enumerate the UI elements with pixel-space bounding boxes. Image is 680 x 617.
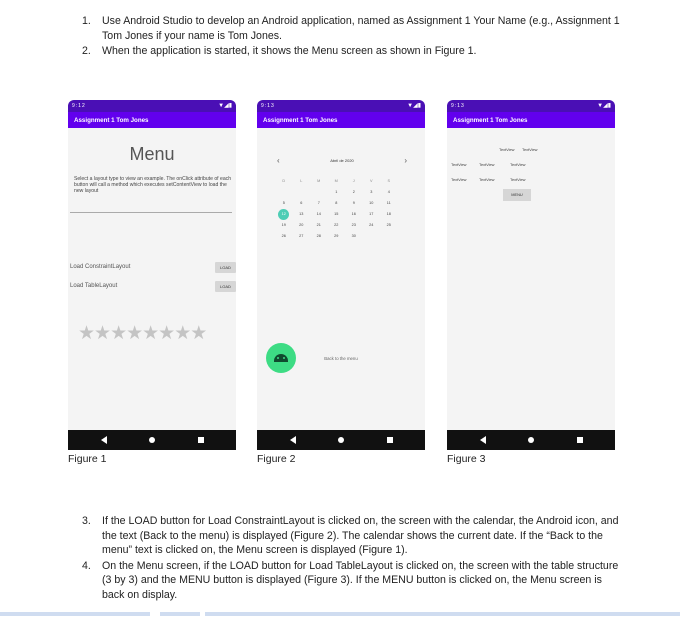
- load-constraintlayout-label: Load ConstraintLayout: [70, 264, 131, 270]
- calendar-day[interactable]: 5: [282, 201, 285, 205]
- phone-figure-1: [68, 100, 236, 450]
- navigation-bar: [68, 430, 236, 450]
- instruction-item: 2. When the application is started, it shows the Menu screen as shown in Figure 1.: [82, 45, 477, 57]
- calendar-day[interactable]: 13: [299, 212, 304, 216]
- table-cell: TextView: [479, 162, 495, 167]
- phone-screen: [257, 100, 425, 430]
- status-bar: [68, 100, 236, 112]
- calendar-day[interactable]: 20: [299, 223, 304, 227]
- instruction-item: 1. Use Android Studio to develop an Android application, named as Assignment 1 Your Name (e.g., Assignment 1 Tom Jones if your name is Tom Jones.: [82, 15, 620, 42]
- chevron-left-icon[interactable]: ‹: [277, 156, 280, 165]
- calendar-week-row: [275, 220, 398, 231]
- instruction-item: 4. On the Menu screen, if the LOAD button for Load TableLayout is clicked on, the screen with the table structure (3 by 3) and the MENU button is displayed (Figure 3). If the MENU button is clicked on, the Menu screen is back on display.: [82, 559, 619, 601]
- recent-apps-icon[interactable]: [577, 437, 583, 443]
- table-cell: TextView: [499, 147, 515, 152]
- navigation-bar: [447, 430, 615, 450]
- load-tablelayout-button[interactable]: LOAD: [215, 281, 236, 292]
- calendar-day[interactable]: 18: [386, 212, 391, 216]
- app-bar-title: Assignment 1 Tom Jones: [68, 112, 236, 128]
- calendar-weekday: J: [352, 179, 355, 183]
- menu-description: Select a layout type to view an example. The onClick attribute of each button will call a method which executes setContentView to load the new layout: [74, 176, 232, 195]
- calendar-weekday: V: [369, 179, 373, 183]
- figure-2-caption: Figure 2: [257, 453, 296, 465]
- menu-button[interactable]: MENU: [503, 189, 531, 201]
- calendar-day[interactable]: 26: [281, 234, 286, 238]
- phone-screen: [447, 100, 615, 430]
- home-icon[interactable]: [528, 437, 534, 443]
- back-icon[interactable]: [290, 436, 296, 444]
- calendar-weekday: D: [282, 179, 286, 183]
- calendar-day: [380, 231, 398, 242]
- home-icon[interactable]: [338, 437, 344, 443]
- calendar-day[interactable]: 21: [316, 223, 321, 227]
- table-cell: TextView: [510, 162, 526, 167]
- calendar-day: [310, 187, 328, 198]
- calendar-day[interactable]: 14: [316, 212, 321, 216]
- calendar-day[interactable]: 29: [334, 234, 339, 238]
- calendar-weekday: S: [387, 179, 391, 183]
- calendar-week-row: [275, 187, 398, 198]
- phone-screen: [68, 100, 236, 430]
- calendar-day: [363, 231, 381, 242]
- calendar-week-row: [275, 231, 398, 242]
- calendar-day[interactable]: 9: [352, 201, 355, 205]
- calendar-day[interactable]: 28: [316, 234, 321, 238]
- signal-battery-icon: ▼◢▮: [407, 103, 421, 109]
- table-cell: TextView: [451, 177, 467, 182]
- signal-battery-icon: ▼◢▮: [597, 103, 611, 109]
- calendar-weekday: M: [334, 179, 338, 183]
- phone-figure-3: [447, 100, 615, 450]
- calendar-day[interactable]: 8: [335, 201, 338, 205]
- home-icon[interactable]: [149, 437, 155, 443]
- divider: [70, 212, 232, 213]
- recent-apps-icon[interactable]: [387, 437, 393, 443]
- calendar-week-row: [275, 209, 398, 220]
- phone-figure-2: [257, 100, 425, 450]
- status-time: 9:13: [451, 103, 465, 109]
- calendar-day[interactable]: 17: [369, 212, 374, 216]
- table-cell: TextView: [522, 147, 538, 152]
- calendar-day[interactable]: 2: [352, 190, 355, 194]
- calendar-weekday: L: [300, 179, 303, 183]
- calendar-day[interactable]: 6: [300, 201, 303, 205]
- page-footer-strip: [0, 611, 680, 617]
- chevron-right-icon[interactable]: ›: [404, 156, 407, 165]
- status-time: 9:13: [261, 103, 275, 109]
- app-bar-title: Assignment 1 Tom Jones: [447, 112, 615, 128]
- status-time: 9:12: [72, 103, 86, 109]
- instruction-item: 3. If the LOAD button for Load ConstraintLayout is clicked on, the screen with the calendar, the Android icon, and the text (Back to the menu) is displayed (Figure 2). The calendar shows the current date. If the “Back to the menu” text is clicked on, the Menu screen is displayed (Figure 1).: [82, 515, 619, 556]
- figure-3-caption: Figure 3: [447, 453, 486, 465]
- calendar-day[interactable]: 4: [387, 190, 390, 194]
- calendar-weekday-row: [275, 176, 398, 187]
- load-tablelayout-label: Load TableLayout: [70, 283, 118, 289]
- calendar-weekday: M: [317, 179, 321, 183]
- navigation-bar: [257, 430, 425, 450]
- calendar-day[interactable]: 24: [369, 223, 374, 227]
- calendar-day[interactable]: 1: [335, 190, 338, 194]
- status-bar: [447, 100, 615, 112]
- load-constraintlayout-button[interactable]: LOAD: [215, 262, 236, 273]
- calendar-day[interactable]: 15: [334, 212, 339, 216]
- calendar-day[interactable]: 30: [351, 234, 356, 238]
- calendar-day[interactable]: 3: [370, 190, 373, 194]
- table-cell: TextView: [510, 177, 526, 182]
- calendar-day: [275, 187, 293, 198]
- calendar-day-selected[interactable]: 12: [275, 209, 293, 220]
- calendar-day[interactable]: 7: [317, 201, 320, 205]
- back-icon[interactable]: [480, 436, 486, 444]
- instructions-bottom: [82, 514, 622, 603]
- figure-1-caption: Figure 1: [68, 453, 107, 465]
- calendar-month: Abril de 2020: [330, 158, 354, 163]
- menu-title: Menu: [129, 144, 175, 164]
- instructions-top: [82, 14, 622, 60]
- status-bar: [257, 100, 425, 112]
- calendar-day[interactable]: 19: [281, 223, 286, 227]
- calendar-day: [293, 187, 311, 198]
- table-cell: TextView: [479, 177, 495, 182]
- calendar-day[interactable]: 27: [299, 234, 304, 238]
- calendar-grid: [275, 176, 398, 242]
- rating-bar[interactable]: ★★★★★★★★: [78, 323, 207, 344]
- calendar-header: [277, 156, 407, 166]
- calendar-day[interactable]: 23: [351, 223, 356, 227]
- calendar-day[interactable]: 11: [386, 201, 391, 205]
- back-icon[interactable]: [101, 436, 107, 444]
- calendar-day[interactable]: 22: [334, 223, 339, 227]
- calendar-week-row: [275, 198, 398, 209]
- recent-apps-icon[interactable]: [198, 437, 204, 443]
- app-bar-title: Assignment 1 Tom Jones: [257, 112, 425, 128]
- calendar-day[interactable]: 16: [351, 212, 356, 216]
- calendar-day[interactable]: 10: [369, 201, 374, 205]
- back-to-menu-link[interactable]: Back to the menu: [324, 356, 358, 361]
- table-cell: TextView: [451, 162, 467, 167]
- calendar-day[interactable]: 25: [386, 223, 391, 227]
- signal-battery-icon: ▼◢▮: [218, 103, 232, 109]
